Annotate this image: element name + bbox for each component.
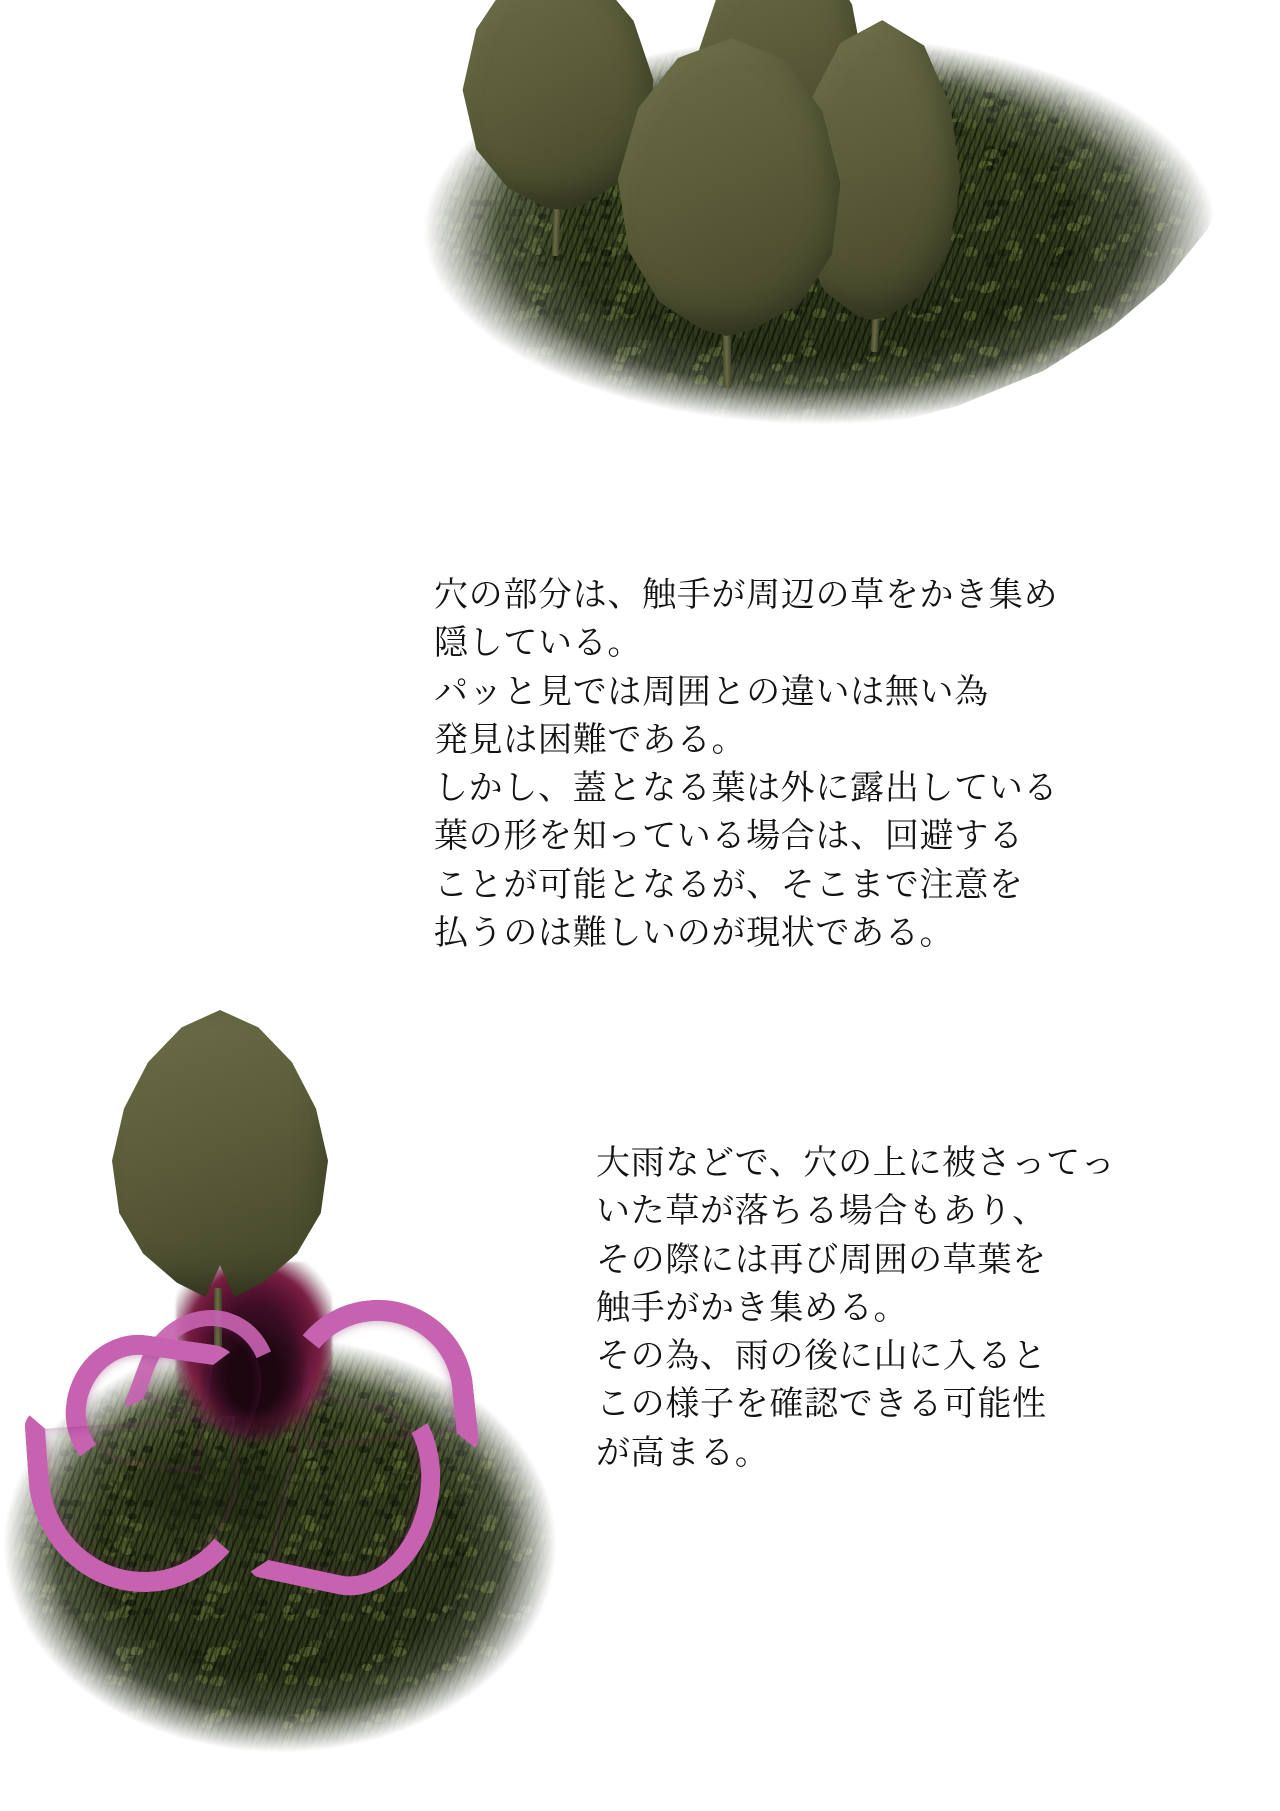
- paragraph-line: パッと見では周囲との違いは無い為: [434, 673, 989, 711]
- paragraph-hole-concealment: [434, 572, 1254, 958]
- paragraph-after-rain: [596, 1140, 1256, 1478]
- paragraph-line: 大雨などで、穴の上に被さってっ: [596, 1145, 1116, 1182]
- paragraph-line: その為、雨の後に山に入ると: [596, 1338, 1047, 1376]
- paragraph-line: しかし、蓋となる葉は外に露出している: [434, 770, 1059, 808]
- illustration-grass-patch-with-hidden-leaves: [390, 0, 1250, 470]
- paragraph-line: その際には再び周囲の草葉を: [596, 1241, 1047, 1279]
- leaf-lid: [100, 1010, 340, 1300]
- paragraph-line: が高まる。: [596, 1434, 770, 1472]
- paragraph-line: 隠している。: [434, 625, 643, 663]
- paragraph-line: この様子を確認できる可能性: [596, 1386, 1047, 1424]
- paragraph-line: 払うのは難しいのが現状である。: [434, 914, 955, 952]
- paragraph-line: 触手がかき集める。: [596, 1289, 909, 1327]
- illustration-grass-patch-with-tentacles: [0, 1010, 600, 1810]
- paragraph-line: 発見は困難である。: [434, 721, 747, 759]
- paragraph-line: いた草が落ちる場合もあり、: [596, 1193, 1047, 1231]
- paragraph-line: ことが可能となるが、そこまで注意を: [434, 866, 1024, 904]
- paragraph-line: 葉の形を知っている場合は、回避する: [434, 818, 1024, 856]
- paragraph-line: 穴の部分は、触手が周辺の草をかき集め: [434, 577, 1059, 614]
